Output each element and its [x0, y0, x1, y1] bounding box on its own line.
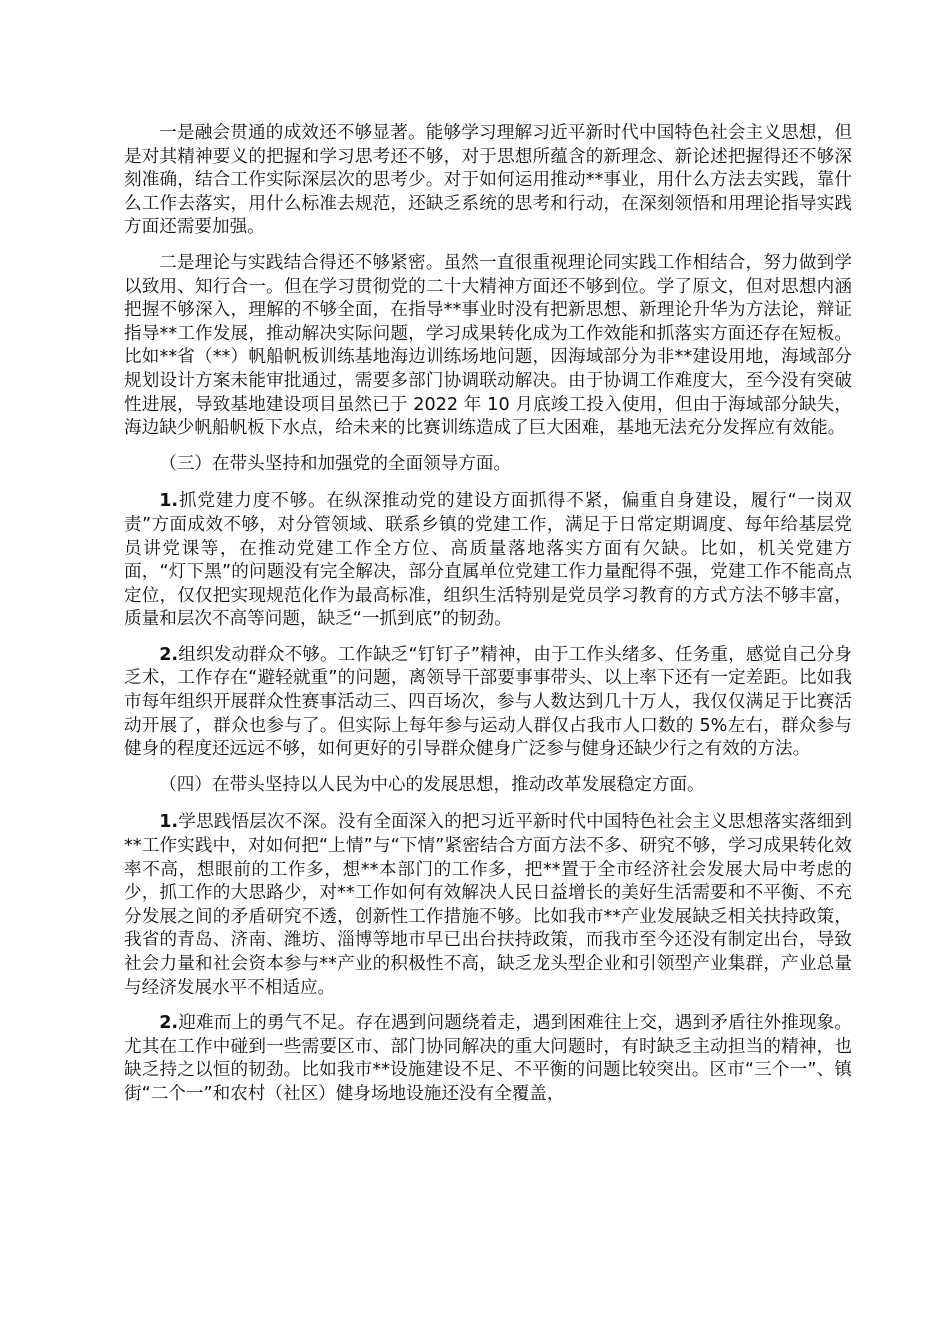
section-heading — [124, 774, 852, 798]
paragraph-lead: 1. — [159, 491, 179, 512]
paragraph-text: 一是融会贯通的成效还不够显著。能够学习理解习近平新时代中国特色社会主义思想，但是对其精神要义的把握和学习思考还不够，对于思想所蕴含的新理念、新论述把握得还不够深刻准确，结合工作实际深层次的思考少。对于如何运用推动**事业，用什么方法去实践，靠什么工作去落实，用什么标准去规范，还缺乏系统的思考和行动，在深刻领悟和用理论指导实践方面还需要加强。 — [124, 123, 852, 238]
section-heading-text: （三）在带头坚持和加强党的全面领导方面。 — [159, 453, 512, 474]
paragraph-text: 组织发动群众不够。工作缺乏“钉钉子”精神，由于工作头绪多、任务重，感觉自己分身乏术，工作存在“避轻就重”的问题，离领导干部要事事带头、以上率下还有一定差距。比如我市每年组织开展群众性赛事活动三、四百场次，参与人数达到几十万人，我仅仅满足于比赛活动开展了，群众也参与了。但实际上每年参与运动人群仅占我市人口数的 5%左右，群众参与健身的程度还远远不够，如何更好的引导群众健身广泛参与健身还缺少行之有效的方法。 — [124, 644, 852, 760]
document-page — [124, 122, 852, 1119]
paragraph-lead: 2. — [159, 1013, 179, 1034]
paragraph — [124, 811, 852, 1000]
paragraph-lead: 1. — [159, 812, 179, 833]
paragraph-text: 抓党建力度不够。在纵深推动党的建设方面抓得不紧，偏重自身建设，履行“一岗双责”方面成效不够，对分管领域、联系乡镇的党建工作，满足于日常定期调度、每年给基层党员讲党课等，在推动党建工作全方位、高质量落地落实方面有欠缺。比如，机关党建方面，“灯下黑”的问题没有完全解决，部分直属单位党建工作力量配得不强，党建工作不能高点定位，仅仅把实现规范化作为最高标准，组织生活特别是党员学习教育的方式方法不够丰富，质量和层次不高等问题，缺乏“一抓到底”的韧劲。 — [124, 491, 852, 630]
paragraph-text: 迎难而上的勇气不足。存在遇到问题绕着走，遇到困难往上交，遇到矛盾往外推现象。尤其在工作中碰到一些需要区市、部门协同解决的重大问题时，有时缺乏主动担当的精神，也缺乏持之以恒的韧劲。比如我市**设施建设不足、不平衡的问题比较突出。区市“三个一”、镇街“二个一”和农村（社区）健身场地设施还没有全覆盖， — [124, 1013, 852, 1104]
section-heading — [124, 453, 852, 477]
paragraph-lead: 2. — [159, 644, 179, 665]
paragraph — [124, 490, 852, 632]
paragraph — [124, 122, 852, 240]
paragraph — [124, 644, 852, 762]
section-heading-text: （四）在带头坚持以人民为中心的发展思想，推动改革发展稳定方面。 — [159, 774, 705, 795]
paragraph-text: 学思践悟层次不深。没有全面深入的把习近平新时代中国特色社会主义思想落实落细到**工作实践中，对如何把“上情”与“下情”紧密结合方面方法不多、研究不够，学习成果转化效率不高，想眼前的工作多，想**本部门的工作多，把**置于全市经济社会发展大局中考虑的少，抓工作的大思路少，对**工作如何有效解决人民日益增长的美好生活需要和不平衡、不充分发展之间的矛盾研究不透，创新性工作措施不够。比如我市**产业发展缺乏相关扶持政策，我省的青岛、济南、潍坊、淄博等地市早已出台扶持政策，而我市至今还没有制定出台，导致社会力量和社会资本参与**产业的积极性不高，缺乏龙头型企业和引领型产业集群，产业总量与经济发展水平不相适应。 — [124, 812, 852, 998]
paragraph-text: 二是理论与实践结合得还不够紧密。虽然一直很重视理论同实践工作相结合，努力做到学以致用、知行合一。但在学习贯彻党的二十大精神方面还不够到位。学了原文，但对思想内涵把握不够深入，理解的不够全面，在指导**事业时没有把新思想、新理论升华为方法论，辩证指导**工作发展，推动解决实际问题，学习成果转化成为工作效能和抓落实方面还存在短板。比如**省（**）帆船帆板训练基地海边训练场地问题，因海域部分为非**建设用地，海域部分规划设计方案未能审批通过，需要多部门协调联动解决。由于协调工作难度大，至今没有突破性进展，导致基地建设项目虽然已于 2022 年 10 月底竣工投入使用，但由于海域部分缺失，海边缺少帆船帆板下水点，给未来的比赛训练造成了巨大困难，基地无法充分发挥应有效能。 — [124, 252, 852, 439]
paragraph — [124, 1012, 852, 1106]
paragraph — [124, 252, 852, 441]
